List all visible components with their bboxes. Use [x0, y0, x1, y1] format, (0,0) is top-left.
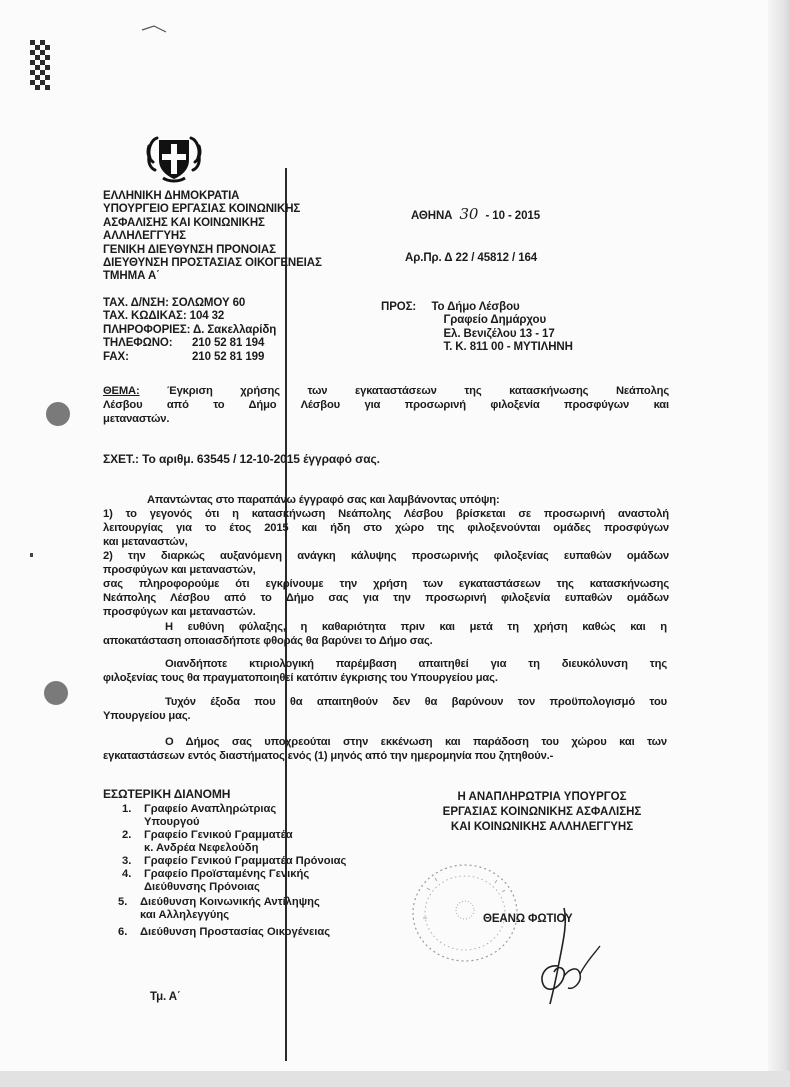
subject-line-1	[103, 384, 669, 398]
signatory-name: ΘΕΑΝΩ ΦΩΤΙΟΥ	[483, 913, 573, 925]
contact-phone-row	[103, 337, 276, 350]
body-line: 1) το γεγονός ότι η κατασκήνωση Νεάπολης Λέσβου βρίσκεται σε προσωρινή αναστολή	[103, 508, 669, 520]
body-line: Τυχόν έξοδα που θα απαιτηθούν δεν θα βαρύνουν τον προϋπολογισμό του	[165, 696, 667, 708]
body-line: σας πληροφορούμε ότι εγκρίνουμε την χρήση των εγκαταστάσεων της κατασκήνωσης	[103, 578, 669, 590]
fax-number: 210 52 81 199	[192, 350, 265, 363]
signatory-title-line: ΚΑΙ ΚΟΙΝΩΝΙΚΗΣ ΑΛΛΗΛΕΓΓΥΗΣ	[450, 821, 634, 833]
body-line: προσφύγων και μεταναστών.	[103, 606, 256, 618]
issuer-line: ΔΙΕΥΘΥΝΣΗ ΠΡΟΣΤΑΣΙΑΣ ΟΙΚΟΓΕΝΕΙΑΣ	[103, 257, 322, 270]
recipient-label: ΠΡΟΣ:	[381, 301, 417, 313]
date-place: ΑΘΗΝΑ	[411, 210, 453, 222]
distribution-item-number: 6.	[118, 926, 128, 938]
distribution-item-text: Γραφείο Γενικού Γραμματέα	[144, 829, 293, 841]
issuer-line: ΓΕΝΙΚΗ ΔΙΕΥΘΥΝΣΗ ΠΡΟΝΟΙΑΣ	[103, 243, 276, 256]
issuer-header	[103, 190, 322, 284]
subject-line-2: Λέσβου από το Δήμο Λέσβου για προσωρινή φιλοξενία προσφύγων και	[103, 399, 669, 411]
signatory-title-line: Η ΑΝΑΠΛΗΡΩΤΡΙΑ ΥΠΟΥΡΓΟΣ	[457, 791, 627, 803]
issuer-line: ΕΛΛΗΝΙΚΗ ΔΗΜΟΚΡΑΤΙΑ	[103, 190, 240, 202]
subject-text: Έγκριση χρήσης των εγκαταστάσεων της κατασκήνωσης Νεάπολης	[167, 385, 669, 397]
issuer-line: ΥΠΟΥΡΓΕΙΟ ΕΡΓΑΣΙΑΣ ΚΟΙΝΩΝΙΚΗΣ	[103, 203, 301, 216]
reference-line: ΣΧΕΤ.: Το αριθμ. 63545 / 12-10-2015 έγγραφό σας.	[103, 452, 380, 466]
date-rest: - 10 - 2015	[485, 210, 540, 222]
recipient-line: Το Δήμο Λέσβου	[431, 301, 520, 313]
recipient-line: Τ. Κ. 811 00 - ΜΥΤΙΛΗΝΗ	[443, 341, 573, 354]
body-line: εγκαταστάσεων εντός διαστήματος ενός (1) μηνός από την ημερομηνία που ζητηθούν.-	[103, 750, 554, 762]
distribution-item	[118, 896, 320, 909]
distribution-title: ΕΣΩΤΕΡΙΚΗ ΔΙΑΝΟΜΗ	[103, 787, 231, 801]
body-line: Η ευθύνη φύλαξης, η καθαριότητα πριν και μετά τη χρήση καθώς και η	[165, 621, 667, 633]
distribution-item-text: Υπουργού	[144, 816, 200, 828]
distribution-item-text: Διεύθυνσης Πρόνοιας	[144, 881, 260, 893]
contact-block	[103, 297, 276, 364]
contact-info: ΠΛΗΡΟΦΟΡΙΕΣ: Δ. Σακελλαρίδη	[103, 323, 277, 336]
distribution-item	[118, 926, 330, 939]
body-line: φιλοξενίας τους θα πραγματοποιηθεί κατόπιν έγκρισης του Υπουργείου μας.	[103, 672, 498, 684]
body-line: αποκατάσταση οποιασδήποτε φθοράς θα βαρύνει το Δήμο σας.	[103, 635, 433, 647]
distribution-item-text: Γραφείο Προϊσταμένης Γενικής	[144, 868, 310, 880]
coat-of-arms-emblem	[145, 132, 203, 184]
scanner-stray-mark	[140, 22, 170, 38]
distribution-item-text: Διεύθυνση Προστασίας Οικογένειας	[140, 926, 331, 938]
recipient-line: Ελ. Βενιζέλου 13 - 17	[443, 327, 555, 340]
protocol-number: Αρ.Πρ. Δ 22 / 45812 / 164	[405, 252, 538, 264]
punch-hole-bottom	[44, 681, 68, 705]
issuer-line: ΑΛΛΗΛΕΓΓΥΗΣ	[103, 230, 186, 243]
scan-dot	[30, 553, 33, 557]
distribution-item-text: Γραφείο Γενικού Γραμματέα Πρόνοιας	[144, 855, 347, 867]
distribution-item-number: 1.	[122, 803, 132, 815]
distribution-item	[122, 803, 276, 816]
body-line: 2) την διαρκώς αυξανόμενη ανάγκη κάλυψης προσωρινής φιλοξενίας ευπαθών ομάδων	[103, 550, 669, 562]
recipient-line: Γραφείο Δημάρχου	[443, 314, 547, 327]
issuer-line: ΤΜΗΜΑ Α΄	[103, 270, 160, 283]
distribution-item	[144, 881, 260, 894]
recipient-lines	[431, 301, 572, 355]
scanner-edge-mark	[30, 40, 50, 96]
distribution-item	[122, 868, 309, 881]
distribution-item-number: 2.	[122, 829, 132, 841]
distribution-item	[122, 855, 346, 868]
distribution-item-number: 4.	[122, 868, 132, 880]
body-line: και μεταναστών,	[103, 536, 188, 548]
distribution-item	[122, 829, 293, 842]
recipient-block	[381, 301, 573, 355]
distribution-item-text: κ. Ανδρέα Νεφελούδη	[144, 842, 259, 854]
distribution-footer: Τμ. Α΄	[150, 991, 181, 1003]
body-line: προσφύγων και μεταναστών,	[103, 564, 256, 576]
body-line: Απαντώντας στο παραπάνω έγγραφό σας και λαμβάνοντας υπόψη:	[147, 494, 500, 506]
fax-label: FAX:	[103, 350, 129, 363]
distribution-item	[144, 816, 200, 829]
phone-number: 210 52 81 194	[192, 337, 265, 350]
body-line: Οιανδήποτε κτιριολογική παρέμβαση απαιτηθεί για τη διευκόλυνση της	[165, 658, 667, 670]
subject-label: ΘΕΜΑ:	[103, 385, 140, 397]
handwritten-signature	[528, 906, 606, 1006]
distribution-item-text: Γραφείο Αναπληρώτριας	[144, 803, 277, 815]
body-line: λειτουργίας για το έτος 2015 και ήδη στο χώρο της φιλοξενούνται ομάδες προσφύγων	[103, 522, 669, 534]
date-line	[411, 205, 540, 223]
subject-block	[103, 384, 669, 426]
punch-hole-top	[46, 402, 70, 426]
contact-fax-row	[103, 351, 276, 364]
issuer-line: ΑΣΦΑΛΙΣΗΣ ΚΑΙ ΚΟΙΝΩΝΙΚΗΣ	[103, 216, 265, 229]
distribution-item-text: και Αλληλεγγύης	[140, 909, 230, 921]
body-line: Ο Δήμος σας υποχρεούται στην εκκένωση και παράδοση του χώρου και των	[165, 736, 667, 748]
date-day-handwritten: 30	[459, 205, 479, 223]
subject-line-3: μεταναστών.	[103, 413, 170, 425]
scan-bottom-edge	[0, 1071, 790, 1087]
contact-postcode: ΤΑΧ. ΚΩΔΙΚΑΣ: 104 32	[103, 310, 225, 323]
body-line: Νεάπολης Λέσβου από το Δήμο σας για την προσωρινή φιλοξενία ευπαθών ομάδων	[103, 592, 669, 604]
contact-address: ΤΑΧ. Δ/ΝΣΗ: ΣΟΛΩΜΟΥ 60	[103, 297, 246, 309]
distribution-item	[140, 909, 229, 922]
distribution-item-number: 3.	[122, 855, 132, 867]
distribution-item-number: 5.	[118, 896, 128, 908]
phone-label: ΤΗΛΕΦΩΝΟ:	[103, 337, 173, 350]
signatory-title-line: ΕΡΓΑΣΙΑΣ ΚΟΙΝΩΝΙΚΗΣ ΑΣΦΑΛΙΣΗΣ	[442, 806, 642, 818]
body-line: Υπουργείου μας.	[103, 710, 191, 722]
distribution-item-text: Διεύθυνση Κοινωνικής Αντίληψης	[140, 896, 320, 908]
scan-right-edge	[768, 0, 790, 1087]
distribution-item	[144, 842, 258, 855]
